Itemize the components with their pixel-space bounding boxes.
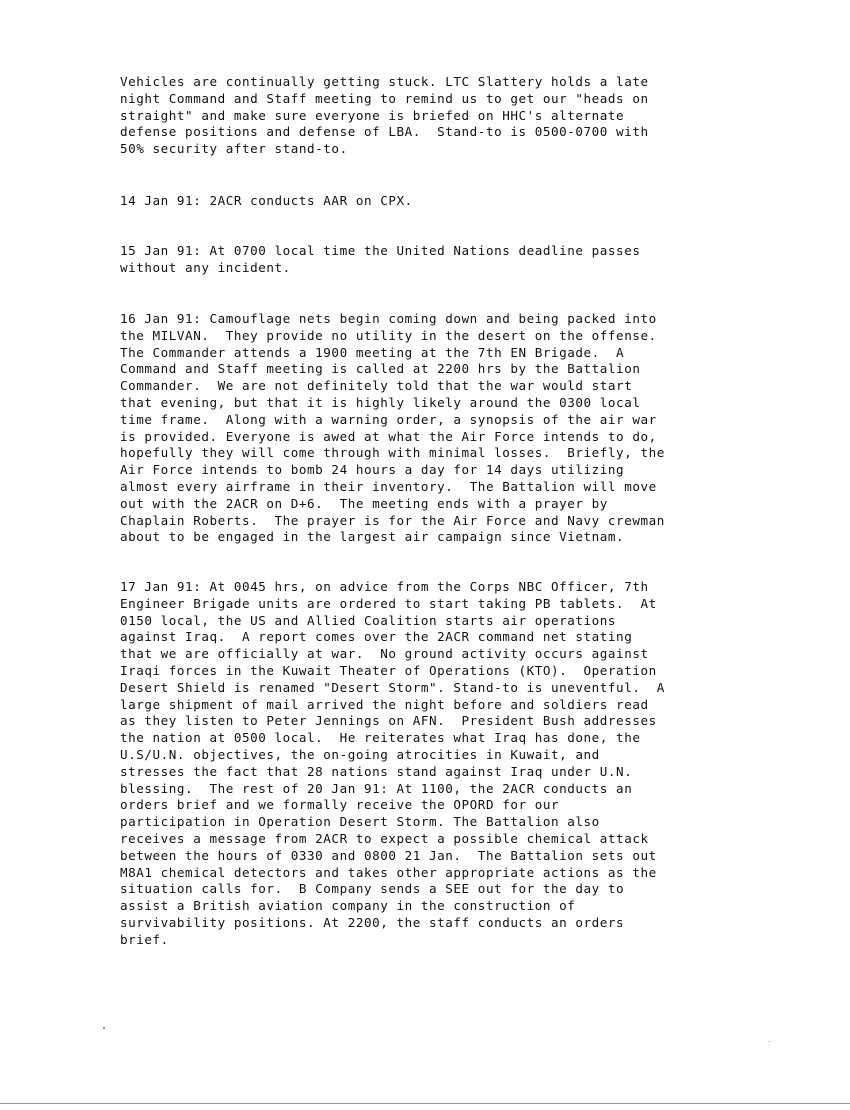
scan-speck — [103, 1027, 105, 1029]
paragraph-17-jan-91: 17 Jan 91: At 0045 hrs, on advice from the Corps NBC Officer, 7th Engineer Brigade units are ordered to start taking PB tablets. At 0150 local, the US and Allied Coalition starts air operations against Iraq. A report comes over the 2ACR command net stating that we are officially at war. No ground activity occurs against Iraqi forces in the Kuwait Theater of Operations (KTO). Operation Desert Shield is renamed "Desert Storm". Stand-to is uneventful. A large shipment of mail arrived the night before and soldiers read as they listen to Peter Jennings on AFN. President Bush addresses the nation at 0500 local. He reiterates what Iraq has done, the U.S/U.N. objectives, the on-going atrocities in Kuwait, and stresses the fact that 28 nations stand against Iraq under U.N. blessing. The rest of 20 Jan 91: At 1100, the 2ACR conducts an orders brief and we formally receive the OPORD for our participation in Operation Desert Storm. The Battalion also receives a message from 2ACR to expect a possible chemical attack between the hours of 0330 and 0800 21 Jan. The Battalion sets out M8A1 chemical detectors and takes other appropriate actions as the situation calls for. B Company sends a SEE out for the day to assist a British aviation company in the construction of survivability positions. At 2200, the staff conducts an orders brief. — [120, 579, 665, 947]
paragraph-14-jan-91: 14 Jan 91: 2ACR conducts AAR on CPX. — [120, 193, 413, 208]
paragraph-15-jan-91: 15 Jan 91: At 0700 local time the United Nations deadline passes without any incident. — [120, 243, 641, 275]
scan-speck — [769, 1041, 770, 1042]
paragraph-continuation: Vehicles are continually getting stuck. LTC Slattery holds a late night Command and Staff meeting to remind us to get our "heads on straight" and make sure everyone is briefed on HHC's alternate defense positions and defense of LBA. Stand-to is 0500-0700 with 50% security after stand-to. — [120, 74, 649, 157]
page-bottom-edge — [0, 1103, 850, 1104]
paragraph-16-jan-91: 16 Jan 91: Camouflage nets begin coming down and being packed into the MILVAN. They provide no utility in the desert on the offense. The Commander attends a 1900 meeting at the 7th EN Brigade. A Command and Staff meeting is called at 2200 hrs by the Battalion Commander. We are not definitely told that the war would start that evening, but that it is highly likely around the 0300 local time frame. Along with a warning order, a synopsis of the air war is provided. Everyone is awed at what the Air Force intends to do, hopefully they will come through with minimal losses. Briefly, the Air Force intends to bomb 24 hours a day for 14 days utilizing almost every airframe in their inventory. The Battalion will move out with the 2ACR on D+6. The meeting ends with a prayer by Chaplain Roberts. The prayer is for the Air Force and Navy crewman about to be engaged in the largest air campaign since Vietnam. — [120, 311, 665, 545]
